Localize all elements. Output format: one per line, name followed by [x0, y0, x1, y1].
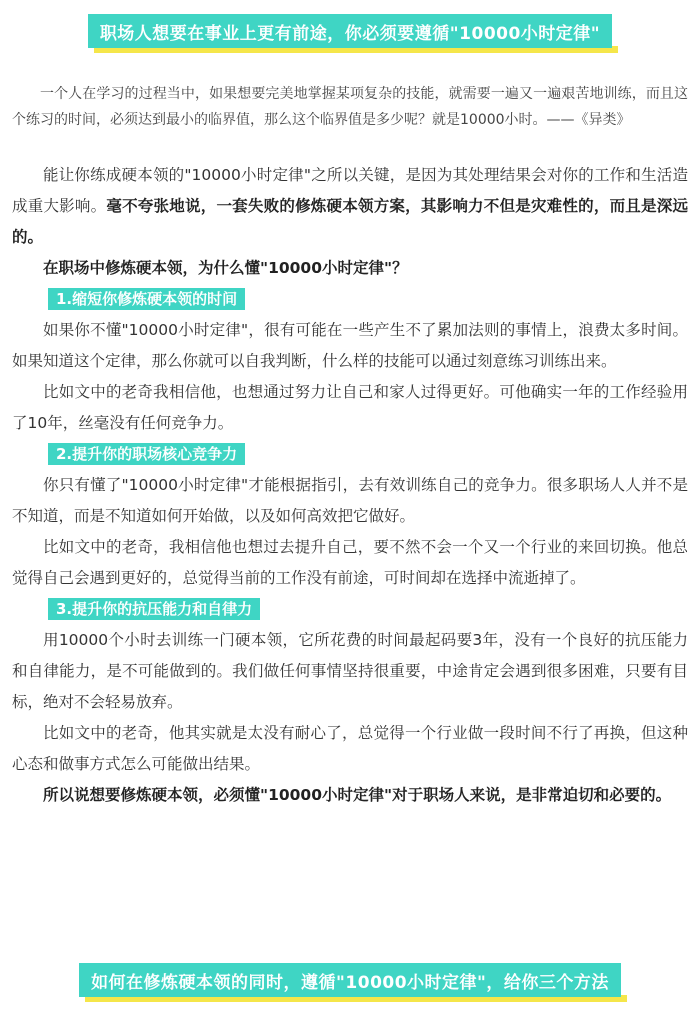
- section2-paragraph1: 你只有懂了"10000小时定律"才能根据指引，去有效训练自己的竞争力。很多职场人人并不是不知道，而是不知道如何开始做，以及如何高效把它做好。: [12, 476, 688, 525]
- section1-paragraph1: 如果你不懂"10000小时定律"，很有可能在一些产生不了累加法则的事情上，浪费太多时间。如果知道这个定律，那么你就可以自我判断，什么样的技能可以通过刻意练习训练出来。: [12, 321, 688, 370]
- section1-paragraph2: 比如文中的老奇我相信他，也想通过努力让自己和家人过得更好。可他确实一年的工作经验用了10年，丝毫没有任何竞争力。: [12, 383, 688, 432]
- section2-tag-line: [12, 439, 688, 470]
- intro-paragraph: [12, 160, 688, 253]
- section2-tag: 2.提升你的职场核心竞争力: [48, 443, 245, 465]
- bottom-banner-text: 如何在修炼硬本领的同时，遵循"10000小时定律"，给你三个方法: [91, 973, 609, 993]
- section1-tag: 1.缩短你修炼硬本领的时间: [48, 288, 245, 310]
- section2-paragraph2: 比如文中的老奇，我相信他也想过去提升自己，要不然不会一个又一个行业的来回切换。他总觉得自己会遇到更好的，总觉得当前的工作没有前途，可时间却在选择中流逝掉了。: [12, 538, 688, 587]
- question-heading: 在职场中修炼硬本领，为什么懂"10000小时定律"？: [43, 259, 408, 277]
- epigraph-quote: 一个人在学习的过程当中，如果想要完美地掌握某项复杂的技能，就需要一遍又一遍艰苦地训练，而且这个练习的时间，必须达到最小的临界值，那么这个临界值是多少呢？就是10000小时。——《异类》: [12, 86, 688, 128]
- section3-paragraph1: 用10000个小时去训练一门硬本领，它所花费的时间最起码要3年，没有一个良好的抗压能力和自律能力，是不可能做到的。我们做任何事情坚持很重要，中途肯定会遇到很多困难，只要有目标，绝对不会轻易放弃。: [12, 631, 688, 711]
- section1-tag-line: [12, 284, 688, 315]
- top-banner-text: 职场人想要在事业上更有前途，你必须要遵循"10000小时定律": [99, 24, 601, 44]
- section3-paragraph2: 比如文中的老奇，他其实就是太没有耐心了，总觉得一个行业做一段时间不行了再换，但这种心态和做事方式怎么可能做出结果。: [12, 724, 688, 773]
- top-banner-label: [88, 14, 612, 48]
- bottom-banner-label: [79, 963, 621, 997]
- top-banner: [0, 14, 700, 48]
- article-body: [12, 160, 688, 811]
- intro-bold-text: 毫不夸张地说，一套失败的修炼硬本领方案，其影响力不但是灾难性的，而且是深远的。: [12, 197, 688, 246]
- bottom-banner: [0, 963, 700, 997]
- section3-tag: 3.提升你的抗压能力和自律力: [48, 598, 260, 620]
- conclusion-paragraph: 所以说想要修炼硬本领，必须懂"10000小时定律"对于职场人来说，是非常迫切和必要的。: [43, 786, 672, 804]
- intro-text: 能让你练成硬本领的"10000小时定律"之所以关键，是因为其处理结果会对你的工作和生活造成重大影响。: [12, 166, 688, 215]
- section3-tag-line: [12, 594, 688, 625]
